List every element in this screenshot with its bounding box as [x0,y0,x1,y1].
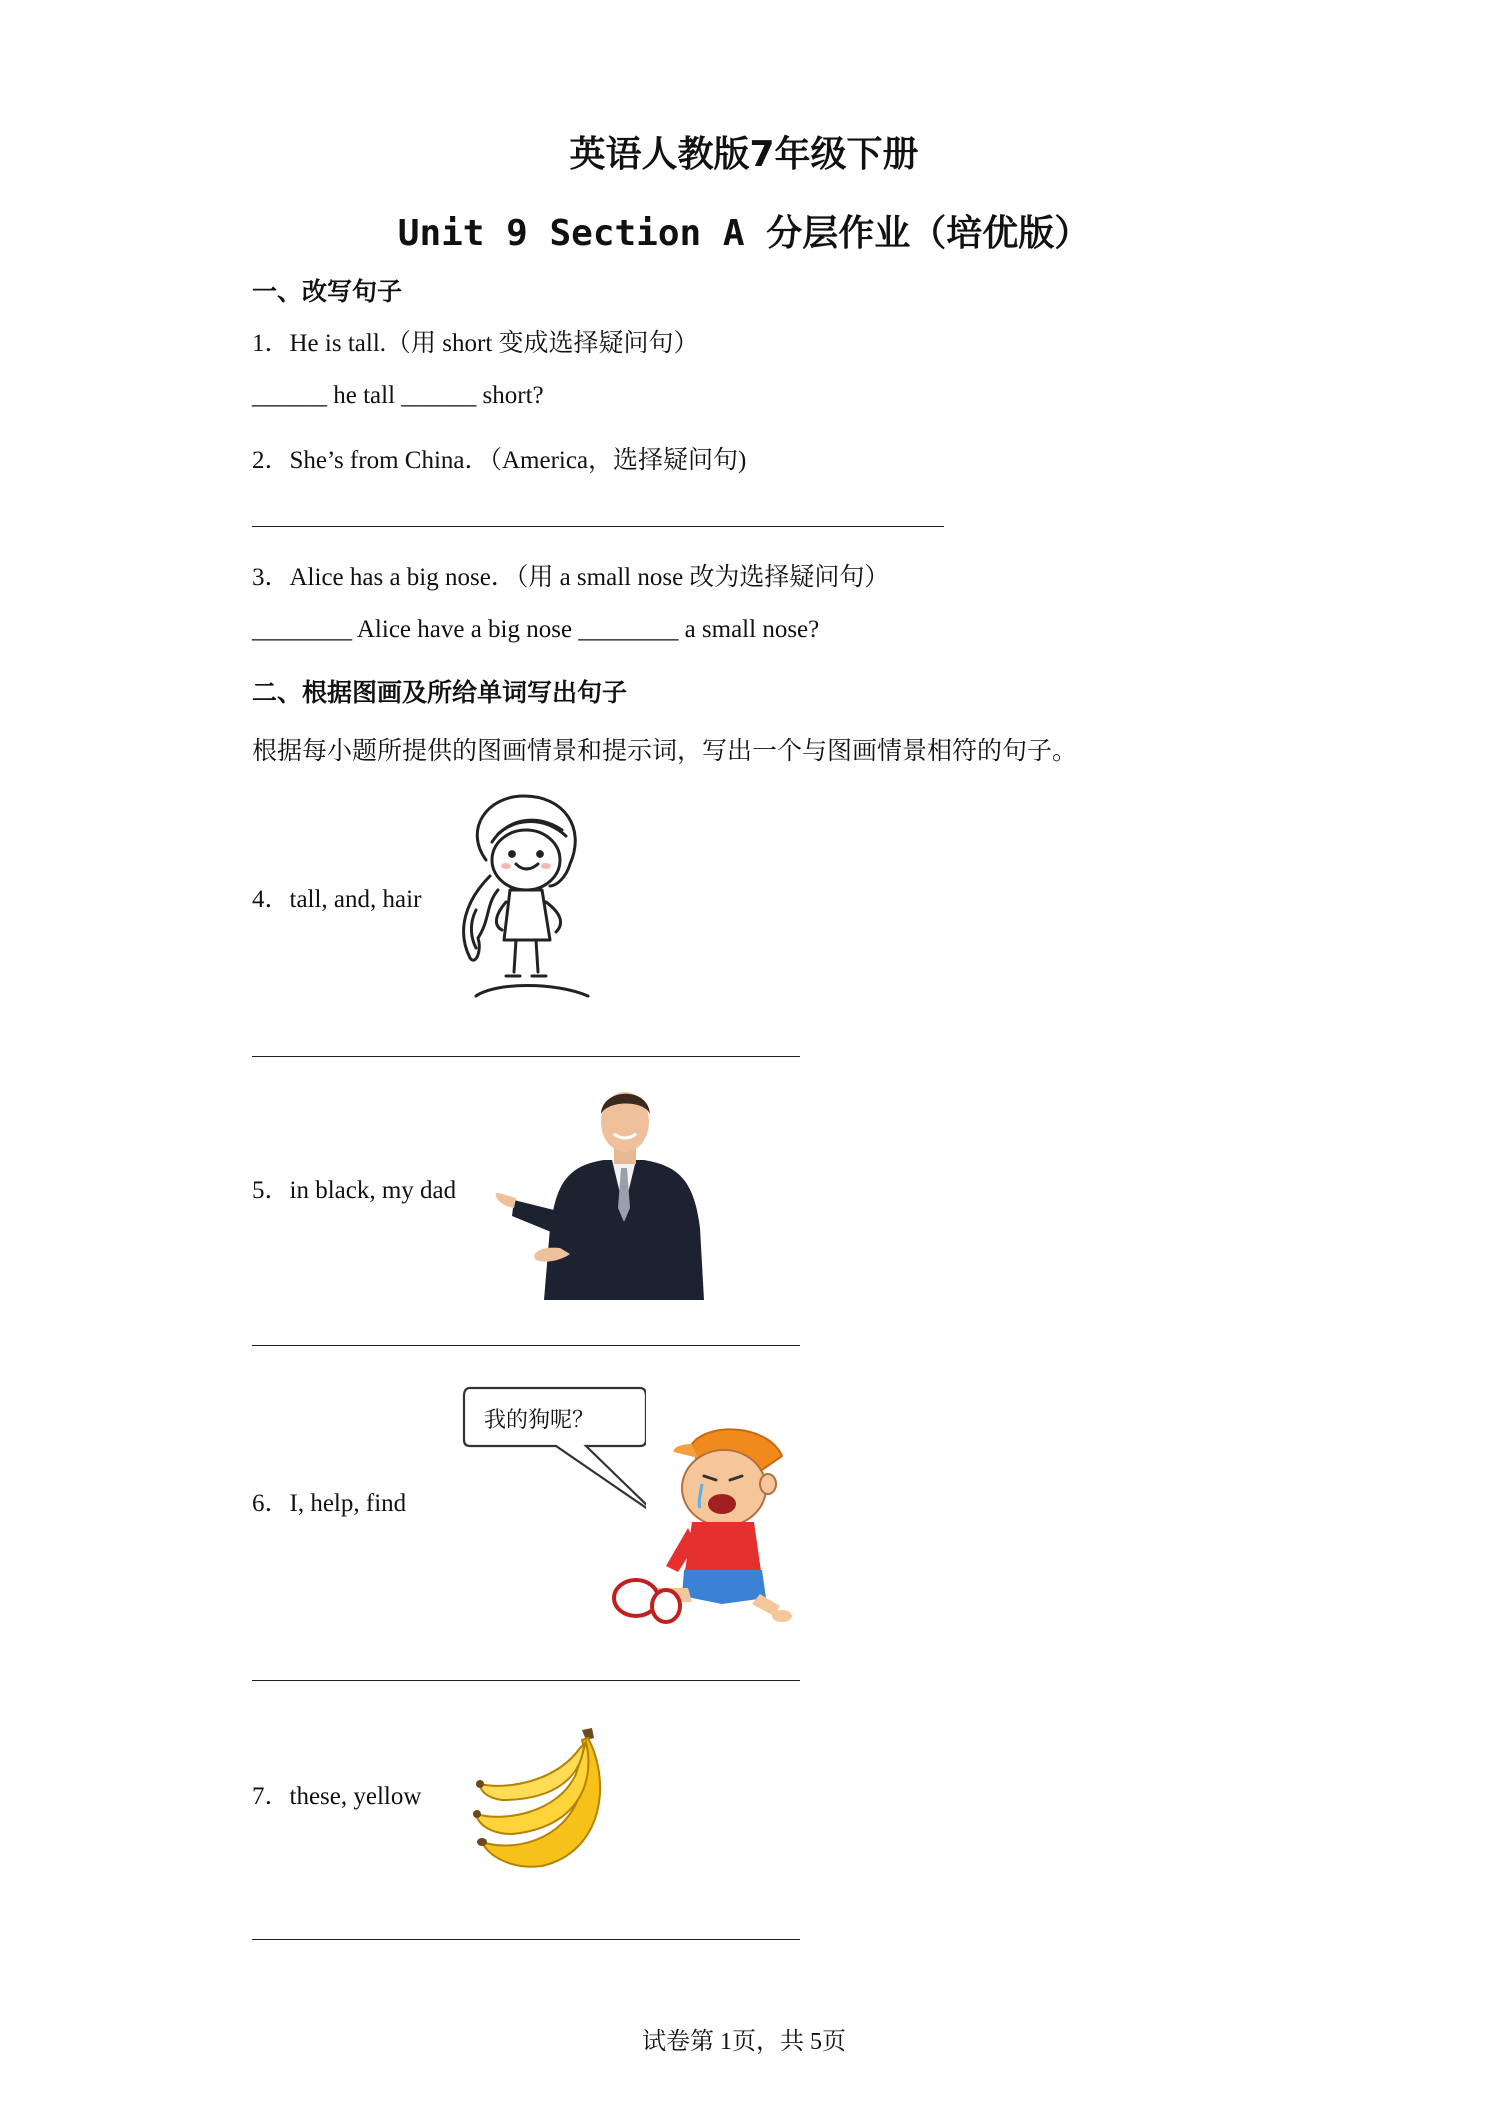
girl-illustration [446,790,598,998]
q7-prompt: 7．these, yellow [252,1783,422,1810]
bananas-illustration [472,1724,618,1870]
q6-prompt: 6．I, help, find [252,1490,407,1517]
q1-answer-line: ______ he tall ______ short? [252,382,544,409]
q5-prompt: 5．in black, my dad [252,1177,457,1204]
q6-answer-blank [252,1680,800,1681]
section2-instruction: 根据每小题所提供的图画情景和提示词，写出一个与图画情景相符的句子。 [252,738,1078,765]
page-footer: 试卷第 1页，共 5页 [642,2029,846,2055]
man-in-suit-photo [494,1078,704,1300]
q3-prompt: 3．Alice has a big nose．（用 a small nose 改为选择疑问句） [252,564,890,591]
q1-prompt: 1．He is tall.（用 short 变成选择疑问句） [252,330,699,357]
q4-answer-blank [252,1056,800,1057]
document-title: 英语人教版7年级下册 [569,134,919,175]
section2-heading: 二、根据图画及所给单词写出句子 [252,678,628,707]
section1-heading: 一、改写句子 [252,277,403,306]
q2-prompt: 2．She’s from China．（America，选择疑问句) [252,447,747,474]
crying-boy-illustration [612,1418,792,1628]
q4-prompt: 4．tall, and, hair [252,886,422,913]
speech-bubble-text: 我的狗呢？ [484,1408,595,1433]
q2-answer-blank [252,526,944,527]
q7-answer-blank [252,1939,800,1940]
q5-answer-blank [252,1345,800,1346]
q3-answer-line: ________ Alice have a big nose ________ a small nose? [252,616,820,643]
document-subtitle: Unit 9 Section A 分层作业（培优版） [397,213,1091,254]
